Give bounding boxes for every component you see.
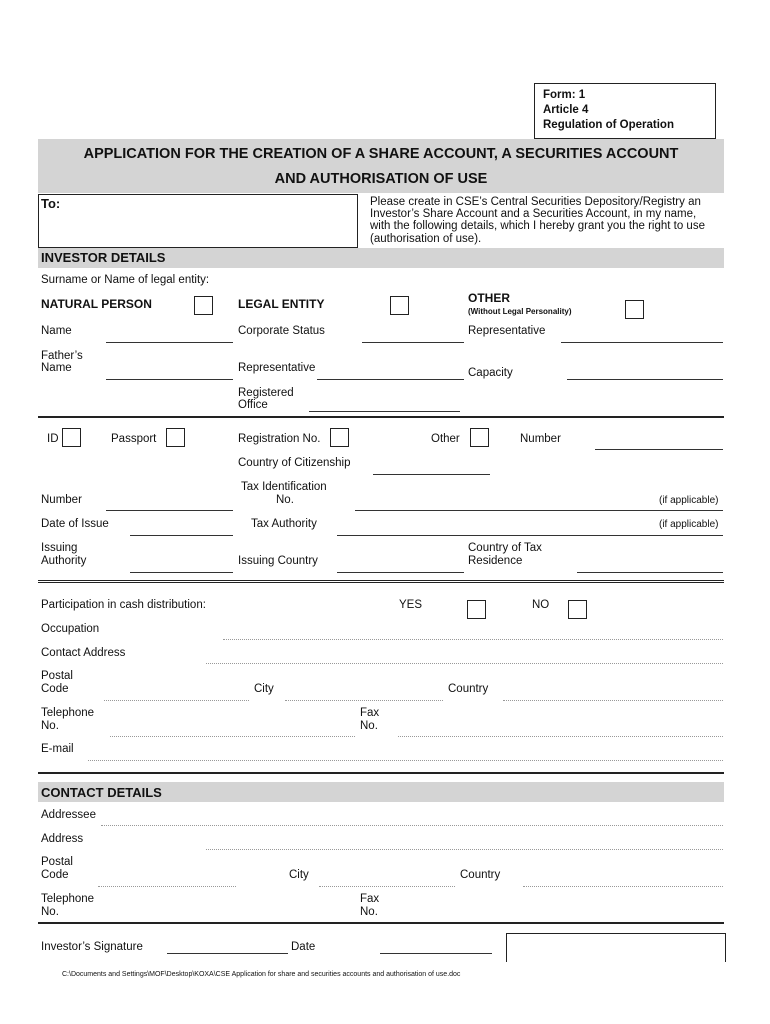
natural-person-label: NATURAL PERSON bbox=[41, 297, 152, 311]
tax-authority-label: Tax Authority bbox=[251, 518, 317, 530]
email-label: E-mail bbox=[41, 743, 74, 755]
surname-label: Surname or Name of legal entity: bbox=[41, 274, 210, 286]
addressee-field[interactable] bbox=[101, 825, 723, 826]
contact-fax-no-label: No. bbox=[360, 906, 378, 918]
authority-label: Authority bbox=[41, 555, 87, 567]
investor-signature-label: Investor’s Signature bbox=[41, 941, 143, 953]
no-checkbox[interactable] bbox=[568, 600, 587, 619]
occupation-label: Occupation bbox=[41, 623, 100, 635]
form-number: Form: 1 bbox=[543, 89, 586, 101]
passport-checkbox[interactable] bbox=[166, 428, 185, 447]
section-divider-2 bbox=[38, 772, 724, 774]
contact-city-label: City bbox=[289, 869, 309, 881]
representative-label: Representative bbox=[468, 325, 546, 337]
section-divider-double bbox=[38, 580, 724, 583]
other-note: (Without Legal Personality) bbox=[468, 307, 572, 316]
request-line-2: Investor’s Share Account and a Securities Account, in my name, bbox=[370, 208, 697, 220]
contact-address-field[interactable] bbox=[206, 663, 723, 664]
no-label: NO bbox=[532, 599, 550, 611]
registration-no-checkbox[interactable] bbox=[330, 428, 349, 447]
form-regulation: Regulation of Operation bbox=[543, 119, 674, 131]
name-label: Name bbox=[41, 325, 72, 337]
office-label: Office bbox=[238, 399, 268, 411]
telephone-no-label: No. bbox=[41, 720, 59, 732]
to-label: To: bbox=[41, 196, 61, 211]
document-number-field[interactable] bbox=[106, 510, 233, 511]
tax-id-no-label: No. bbox=[276, 494, 294, 506]
corporate-status-label: Corporate Status bbox=[238, 325, 325, 337]
address-field[interactable] bbox=[206, 849, 723, 850]
if-applicable-note-2: (if applicable) bbox=[659, 519, 719, 530]
city-field[interactable] bbox=[285, 700, 443, 701]
tax-id-label: Tax Identification bbox=[241, 481, 327, 493]
postal-label: Postal bbox=[41, 670, 73, 682]
investor-details-heading: INVESTOR DETAILS bbox=[41, 250, 166, 265]
form-article: Article 4 bbox=[543, 104, 589, 116]
issuing-label: Issuing bbox=[41, 542, 78, 554]
telephone-field[interactable] bbox=[110, 736, 355, 737]
contact-city-field[interactable] bbox=[319, 886, 455, 887]
contact-country-label: Country bbox=[460, 869, 501, 881]
tax-residence-label: Residence bbox=[468, 555, 523, 567]
title-line-2: AND AUTHORISATION OF USE bbox=[274, 171, 488, 187]
registration-no-label: Registration No. bbox=[238, 433, 321, 445]
fathers-name-label: Name bbox=[41, 362, 72, 374]
email-field[interactable] bbox=[88, 760, 723, 761]
other-label: OTHER bbox=[468, 291, 510, 305]
code-label: Code bbox=[41, 683, 69, 695]
addressee-label: Addressee bbox=[41, 809, 96, 821]
occupation-field[interactable] bbox=[223, 639, 723, 640]
country-tax-residence-field[interactable] bbox=[577, 572, 723, 573]
registered-office-field[interactable] bbox=[309, 411, 460, 412]
section-divider bbox=[38, 416, 724, 418]
country-field[interactable] bbox=[503, 700, 723, 701]
representative-2-label: Representative bbox=[238, 362, 316, 374]
id-label: ID bbox=[47, 433, 59, 445]
fathers-name-field[interactable] bbox=[106, 379, 233, 380]
request-line-1: Please create in CSE’s Central Securities Depository/Registry an bbox=[370, 196, 701, 208]
date-label: Date bbox=[291, 941, 316, 953]
contact-details-heading: CONTACT DETAILS bbox=[41, 785, 162, 800]
section-divider-3 bbox=[38, 922, 724, 924]
capacity-label: Capacity bbox=[468, 367, 513, 379]
fax-label: Fax bbox=[360, 707, 380, 719]
title-line-1: APPLICATION FOR THE CREATION OF A SHARE ACCOUNT, A SECURITIES ACCOUNT bbox=[83, 146, 679, 162]
document-number-label: Number bbox=[41, 494, 82, 506]
issuing-country-label: Issuing Country bbox=[238, 555, 318, 567]
contact-code-label: Code bbox=[41, 869, 69, 881]
contact-country-field[interactable] bbox=[523, 886, 723, 887]
address-label: Address bbox=[41, 833, 84, 845]
yes-label: YES bbox=[399, 599, 423, 611]
other-checkbox[interactable] bbox=[625, 300, 644, 319]
country-citizenship-label: Country of Citizenship bbox=[238, 457, 351, 469]
other-id-checkbox[interactable] bbox=[470, 428, 489, 447]
contact-address-label: Contact Address bbox=[41, 647, 126, 659]
investor-signature-field[interactable] bbox=[167, 953, 288, 954]
contact-postal-code-field[interactable] bbox=[98, 886, 236, 887]
date-field[interactable] bbox=[380, 953, 492, 954]
to-box[interactable] bbox=[38, 194, 358, 248]
other-id-label: Other bbox=[431, 433, 460, 445]
registered-label: Registered bbox=[238, 387, 294, 399]
date-of-issue-field[interactable] bbox=[130, 535, 233, 536]
country-citizenship-field[interactable] bbox=[373, 474, 490, 475]
footer-file-path: C:\Documents and Settings\MOF\Desktop\KOXA\CSE Application for share and securities accounts and authorisation of use.doc bbox=[62, 971, 461, 978]
number-field[interactable] bbox=[595, 449, 723, 450]
request-line-4: (authorisation of use). bbox=[370, 233, 482, 245]
id-checkbox[interactable] bbox=[62, 428, 81, 447]
name-field[interactable] bbox=[106, 342, 233, 343]
participation-label: Participation in cash distribution: bbox=[41, 599, 206, 611]
postal-code-field[interactable] bbox=[104, 700, 249, 701]
number-label: Number bbox=[520, 433, 561, 445]
tax-id-field[interactable] bbox=[355, 510, 723, 511]
telephone-label: Telephone bbox=[41, 707, 95, 719]
stamp-box[interactable] bbox=[506, 933, 726, 962]
representative-2-field[interactable] bbox=[317, 379, 464, 380]
city-label: City bbox=[254, 683, 274, 695]
contact-fax-label: Fax bbox=[360, 893, 380, 905]
natural-person-checkbox[interactable] bbox=[194, 296, 213, 315]
tax-authority-field[interactable] bbox=[337, 535, 723, 536]
capacity-field[interactable] bbox=[567, 379, 723, 380]
request-line-3: with the following details, which I hereby grant you the right to use bbox=[370, 220, 705, 232]
fax-no-label: No. bbox=[360, 720, 378, 732]
fathers-label: Father’s bbox=[41, 350, 83, 362]
yes-checkbox[interactable] bbox=[467, 600, 486, 619]
issuing-country-field[interactable] bbox=[337, 572, 464, 573]
date-of-issue-label: Date of Issue bbox=[41, 518, 109, 530]
passport-label: Passport bbox=[111, 433, 157, 445]
legal-entity-checkbox[interactable] bbox=[390, 296, 409, 315]
if-applicable-note: (if applicable) bbox=[659, 495, 719, 506]
contact-telephone-label: Telephone bbox=[41, 893, 95, 905]
legal-entity-label: LEGAL ENTITY bbox=[238, 297, 325, 311]
representative-field[interactable] bbox=[561, 342, 723, 343]
country-label: Country bbox=[448, 683, 489, 695]
contact-postal-label: Postal bbox=[41, 856, 73, 868]
country-tax-label: Country of Tax bbox=[468, 542, 542, 554]
issuing-authority-field[interactable] bbox=[130, 572, 233, 573]
contact-telephone-no-label: No. bbox=[41, 906, 59, 918]
fax-field[interactable] bbox=[398, 736, 723, 737]
corporate-status-field[interactable] bbox=[362, 342, 464, 343]
